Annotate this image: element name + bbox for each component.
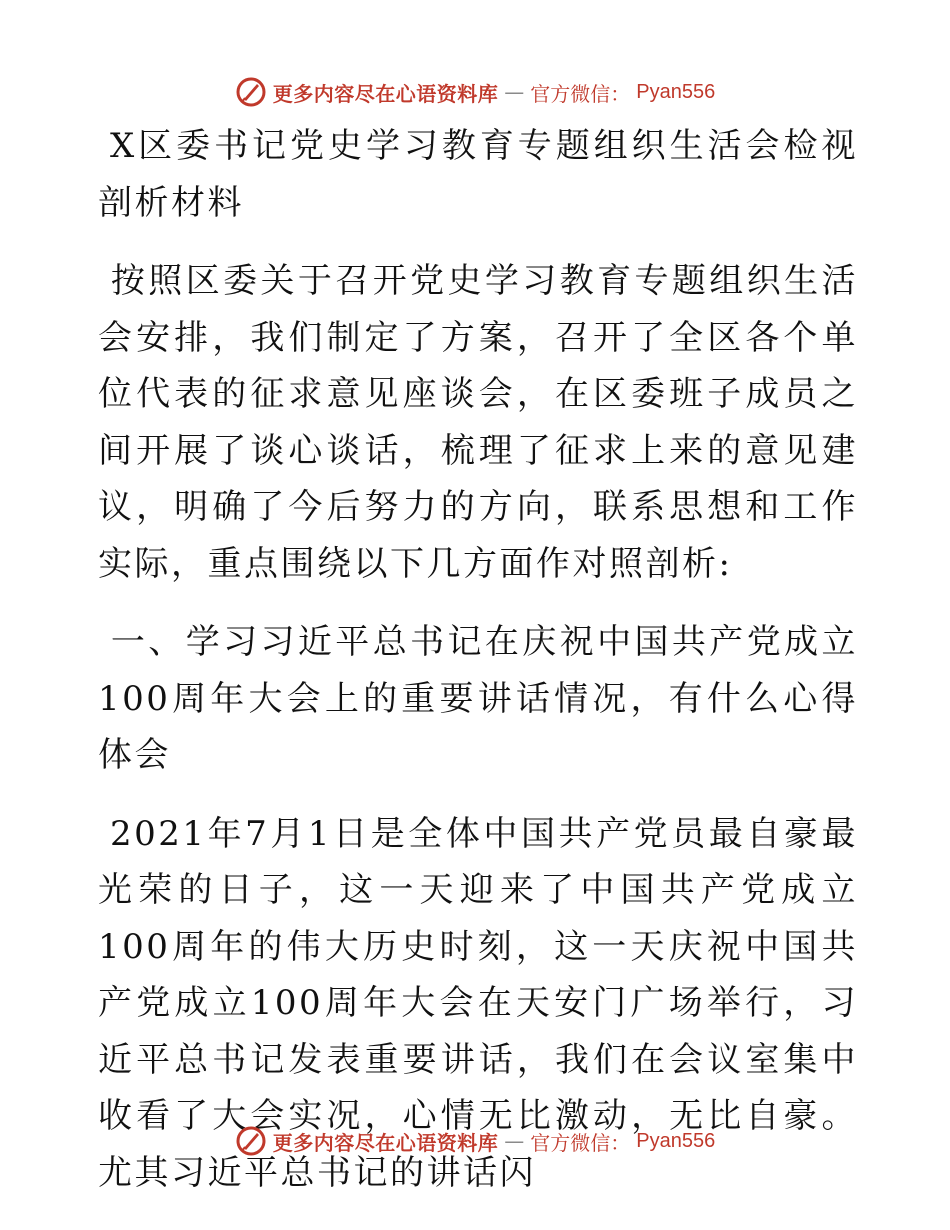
banner-brand: 更多内容尽在心语资料库 [272,81,499,106]
intro-paragraph [98,253,858,592]
banner-wechat-id: Pyan556 [636,1129,716,1152]
quill-logo-icon [235,1125,267,1157]
footer-banner [0,1121,950,1161]
banner-separator: — [504,1129,525,1153]
intro-paragraph-text: 按照区委关于召开党史学习教育专题组织生活会安排，我们制定了方案，召开了全区各个单位代表的征求意见座谈会，在区委班子成员之间开展了谈心谈话，梳理了征求上来的意见建议，明确了今后努力的方向，联系思想和工作实际，重点围绕以下几方面作对照剖析: [98,261,858,584]
banner-official-label: 官方微信： [530,81,631,106]
section-heading-text: 一、学习习近平总书记在庆祝中国共产党成立100周年大会上的重要讲话情况，有什么心得体会 [98,622,858,775]
banner-separator: — [504,80,525,104]
section-body-text: 2021年7月1日是全体中国共产党员最自豪最光荣的日子，这一天迎来了中国共产党成立100周年的伟大历史时刻，这一天庆祝中国共产党成立100周年大会在天安门广场举行，习近平总书记发表重要讲话，我们在会议室集中收看了大会实况，心情无比激动，无比自豪。尤其习近平总书记的讲话闪 [98,813,858,1193]
section-heading [98,614,858,784]
quill-logo-icon [235,76,267,108]
document-title-text: X区委书记党史学习教育专题组织生活会检视剖析材料 [98,126,858,223]
header-banner [0,72,950,112]
banner-official-label: 官方微信： [530,1130,631,1155]
banner-brand: 更多内容尽在心语资料库 [272,1130,499,1155]
banner-wechat-id: Pyan556 [636,80,716,103]
document-title [98,118,858,231]
document-body [98,118,858,1223]
